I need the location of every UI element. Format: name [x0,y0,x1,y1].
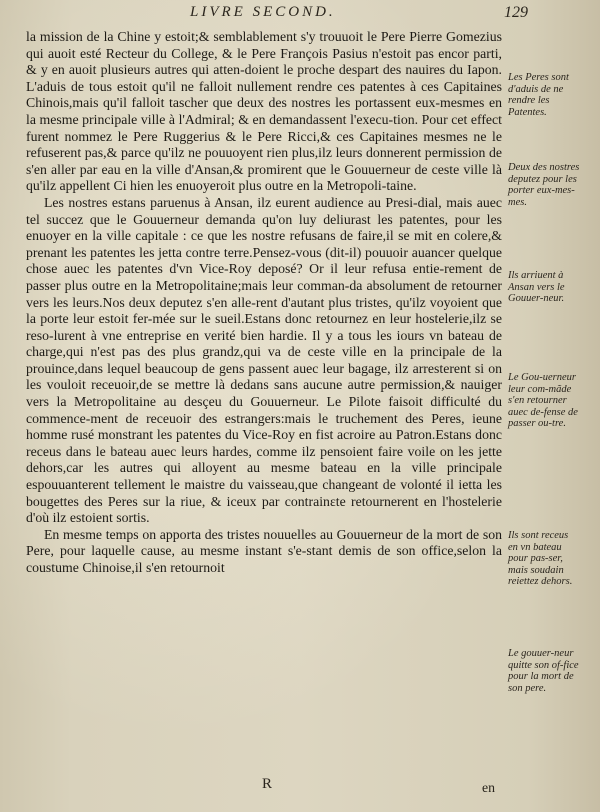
catchword: en [482,780,496,795]
margin-note-5: Ils sont receus en vn bateau pour pas-ser, mais soudain reiettez dehors. [508,530,573,587]
paragraph-3: En mesme temps on apporta des tristes nouuelles au Gouuerneur de la mort de son Pere, pour laquelle cause, au mesme instant s'e-stant demis de son office,selon la coustume Chinoise,il s'en retournoit [26,526,502,575]
page-number: 129 [504,4,528,21]
margin-note-2: Deux des nostres deputez pour les porter eux-mes-mes. [508,162,580,208]
margin-note-1: Les Peres sont d'aduis de ne rendre les Patentes. [508,72,569,118]
margin-note-6: Le gouuer-neur quitte son of-fice pour la mort de son pere. [508,648,579,694]
paragraph-1: la mission de la Chine y estoit;& semblablement s'y trouuoit le Pere Pierre Gomezius qui auoit esté Recteur du College, & le Pere François Pasius n'estoit pas encor parti, & y en auoit plusieurs autres qui atten-doient le proche despart des nauires du Iapon. L'aduis de tous estoit qu'il ne falloit nullement rendre ces patentes à ces Capitaines Chinois,mais qu'il falloit tascher que deux des nostres les portassent eux-mesmes en la mesme principale ville à l'Admiral; & en demandassent l'execu-tion. Pour cet effect furent nommez le Pere Ruggerius & le Pere Ricci,& ces Capitaines mesmes ne le refuserent pas,& parce qu'ilz ne pouuoyent rien plus,ilz leurs donnerent permission de s'en aller par eau en la ville d'Ansan,& promirent que le Gouuerneur de ceste ville là qu'ilz appellent Ci hien les enuoyeroit plus outre en la Metropoli-taine. [26,29,502,194]
signature-mark: R [262,776,273,792]
page-header [0,4,600,26]
running-title: LIVRE SECOND. [190,4,336,20]
margin-note-3: Ils arriuent à Ansan vers le Gouuer-neur. [508,270,565,304]
margin-note-4: Le Gou-uerneur leur com-mãde s'en retourner auec de-fense de passer ou-tre. [508,372,578,429]
page-footer [0,776,600,800]
main-text-block [26,29,502,577]
paragraph-2: Les nostres estans paruenus à Ansan, ilz eurent audience au Presi-dial, mais auec tel succez que le Gouuerneur demanda qu'on luy deliurast les patentes, pour les enuoyer en la ville capitale : ce que les nostre refusans de faire,il se mit en colere,& prenant les patentes les jetta contre terre.Pensez-vous (dit-il) pouuoir auancer quelque chose auec les patentes d'vn Vice-Roy deposé? Or il leur refusa entie-rement de passer plus outre en la Metropolitaine;mais leur comman-da absolument de retourner vers les leurs.Nos deux deputez s'en alle-rent d'autant plus tristes, qu'ilz voyoient que la porte leur estoit fer-mée sur le sueil.Estans donc retournez en leur hostelerie,ilz se reso-lurent à vne entreprise en verité bien hardie. Il y a tous les iours vn bateau de charge,qui n'est pas des plus grandz,qui va de ceste ville en la principale de la prouince,dans lequel beaucoup de gens passent auec leur bagage, ilz arresterent si on les vouloit receuoir,de se mettre là dedans sans aucune autre permission,& nauiger vers la Metropolitaine au desçeu du Gouuerneur. Le Pilote faisoit difficulté du commence-ment de receuoir des estrangers:mais le truchement des Peres, ieune homme rusé monstrant les patentes du Vice-Roy en fist acroire au Patron.Estans donc receus dans le bateau auec leurs hardes, comme ilz pensoient faire voile on les jette dehors,car les autres qui alloyent au mesme bateau en la ville principale espouuanterent tellement le maistre du vaisseau,que changeant de volonté il ietta les bougettes des Peres sur la riue, & iceux par contrainɛte retournerent en l'hostelerie d'où ilz estoient sortis. [26,194,502,526]
